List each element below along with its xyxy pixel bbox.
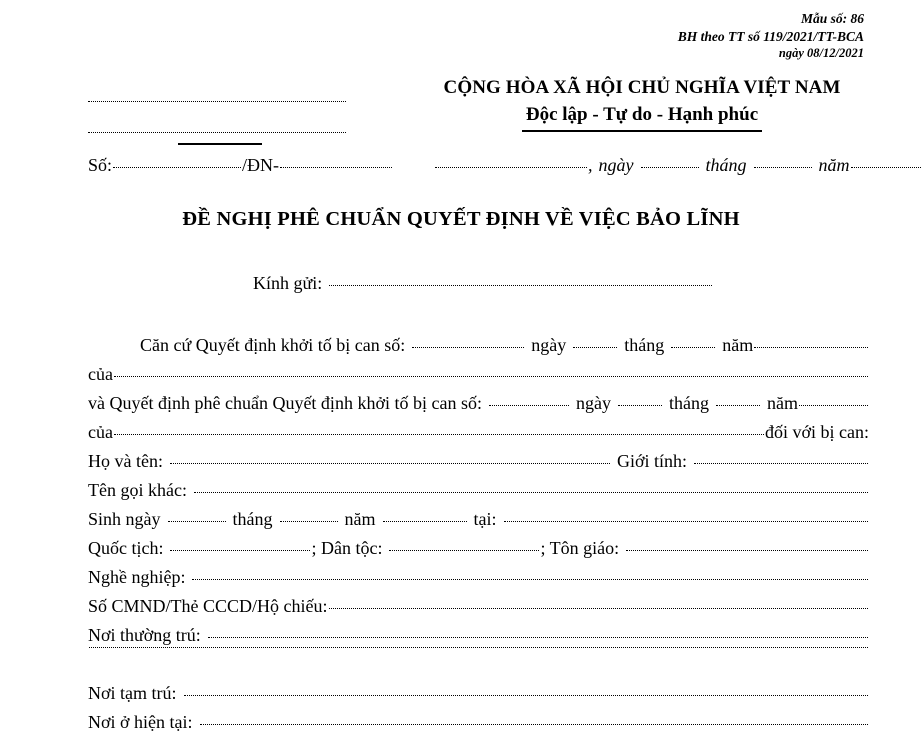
basis-decision-month-blank[interactable]: [671, 347, 715, 348]
document-number-suffix-blank[interactable]: [280, 167, 392, 168]
date-day-label: ngày: [598, 155, 634, 175]
temporary-residence-blank[interactable]: [184, 695, 868, 696]
birth-month-label: tháng: [232, 509, 273, 529]
approval-decision-year-blank[interactable]: [799, 405, 868, 406]
basis-decision-day-blank[interactable]: [573, 347, 617, 348]
id-number-label: Số CMND/Thẻ CCCD/Hộ chiếu:: [88, 596, 328, 616]
ethnicity-label: ; Dân tộc:: [311, 538, 383, 558]
issuing-agency-block: [88, 84, 358, 145]
religion-label: ; Tôn giáo:: [540, 538, 620, 558]
approval-decision-year-label: năm: [766, 393, 798, 413]
document-number-line: [88, 155, 393, 176]
basis-decision-year-label: năm: [722, 335, 754, 355]
issuing-agency-line1: [88, 84, 346, 102]
permanent-residence-blank[interactable]: [208, 637, 868, 638]
approval-decision-row: [88, 389, 869, 418]
birth-year-blank[interactable]: [383, 521, 467, 522]
permanent-residence-continued-blank[interactable]: [89, 647, 868, 648]
full-name-blank[interactable]: [170, 463, 610, 464]
form-issuing-circular: BH theo TT số 119/2021/TT-BCA: [677, 28, 864, 44]
approval-decision-issuer-blank[interactable]: [114, 434, 764, 435]
accused-intro-label: đối với bị can:: [764, 422, 869, 442]
date-year-blank[interactable]: [851, 167, 922, 168]
occupation-row: [88, 563, 869, 592]
recipient-blank[interactable]: [329, 285, 712, 286]
id-number-blank[interactable]: [329, 608, 868, 609]
alias-row: [88, 476, 869, 505]
approval-decision-issuer-label: của: [88, 422, 113, 442]
current-residence-blank[interactable]: [200, 724, 868, 725]
basis-decision-issuer-row: [88, 360, 869, 389]
religion-blank[interactable]: [626, 550, 868, 551]
approval-decision-issuer-row: [88, 418, 869, 447]
birth-place-blank[interactable]: [504, 521, 868, 522]
national-heading-line2: Độc lập - Tự do - Hạnh phúc: [522, 103, 762, 131]
approval-decision-day-blank[interactable]: [618, 405, 662, 406]
basis-decision-month-label: tháng: [624, 335, 665, 355]
temporary-residence-row: [88, 679, 869, 708]
approval-decision-day-label: ngày: [575, 393, 611, 413]
page-title: ĐỀ NGHỊ PHÊ CHUẨN QUYẾT ĐỊNH VỀ VIỆC BẢO LĨNH: [182, 208, 740, 230]
birth-row: [88, 505, 869, 534]
date-day-blank[interactable]: [641, 167, 699, 168]
document-number-blank[interactable]: [113, 167, 241, 168]
birth-year-label: năm: [344, 509, 376, 529]
basis-decision-year-blank[interactable]: [754, 347, 868, 348]
nationality-row: [88, 534, 869, 563]
basis-decision-number-blank[interactable]: [412, 347, 524, 348]
basis-decision-day-label: ngày: [531, 335, 567, 355]
date-month-label: tháng: [705, 155, 747, 175]
basis-decision-label: Căn cứ Quyết định khởi tố bị can số:: [140, 335, 406, 355]
approval-decision-month-label: tháng: [668, 393, 709, 413]
ethnicity-blank[interactable]: [389, 550, 539, 551]
alias-blank[interactable]: [194, 492, 868, 493]
form-number: Mẫu số: 86: [800, 11, 864, 26]
full-name-row: [88, 447, 869, 476]
basis-decision-issuer-blank[interactable]: [114, 376, 868, 377]
permanent-residence-row: [88, 621, 869, 650]
approval-decision-label: và Quyết định phê chuẩn Quyết định khởi tố bị can số:: [88, 393, 482, 413]
occupation-label: Nghề nghiệp:: [88, 567, 186, 587]
national-heading: [408, 76, 876, 132]
document-number-label: Số:: [88, 155, 113, 175]
date-year-label: năm: [818, 155, 850, 175]
recipient-line: [253, 273, 713, 294]
place-date-line: [434, 155, 868, 176]
approval-decision-number-blank[interactable]: [489, 405, 569, 406]
document-body: [88, 331, 869, 737]
date-month-blank[interactable]: [754, 167, 812, 168]
birth-day-blank[interactable]: [168, 521, 226, 522]
birth-place-label: tại:: [473, 509, 497, 529]
permanent-residence-label: Nơi thường trú:: [88, 625, 201, 645]
birth-day-label: Sinh ngày: [88, 509, 161, 529]
basis-decision-row: [88, 331, 869, 360]
basis-decision-issuer-label: của: [88, 364, 113, 384]
form-issue-date: ngày 08/12/2021: [778, 46, 864, 61]
place-date-comma: ,: [588, 155, 593, 175]
national-heading-line1: CỘNG HÒA XÃ HỘI CHỦ NGHĨA VIỆT NAM: [443, 77, 841, 98]
permanent-residence-continued-row: [88, 650, 869, 679]
approval-decision-month-blank[interactable]: [716, 405, 760, 406]
gender-blank[interactable]: [694, 463, 868, 464]
occupation-blank[interactable]: [192, 579, 868, 580]
current-residence-row: [88, 708, 869, 737]
issuing-agency-rule: [178, 143, 262, 145]
place-blank[interactable]: [435, 167, 587, 168]
recipient-label: Kính gửi:: [253, 273, 323, 293]
nationality-label: Quốc tịch:: [88, 538, 164, 558]
temporary-residence-label: Nơi tạm trú:: [88, 683, 177, 703]
nationality-blank[interactable]: [170, 550, 310, 551]
full-name-label: Họ và tên:: [88, 451, 163, 471]
id-number-row: [88, 592, 869, 621]
birth-month-blank[interactable]: [280, 521, 338, 522]
form-meta-block: [444, 10, 864, 61]
document-number-separator: /ĐN-: [242, 155, 280, 175]
gender-label: Giới tính:: [616, 451, 688, 471]
issuing-agency-line2: [88, 115, 346, 133]
current-residence-label: Nơi ở hiện tại:: [88, 712, 193, 732]
alias-label: Tên gọi khác:: [88, 480, 187, 500]
